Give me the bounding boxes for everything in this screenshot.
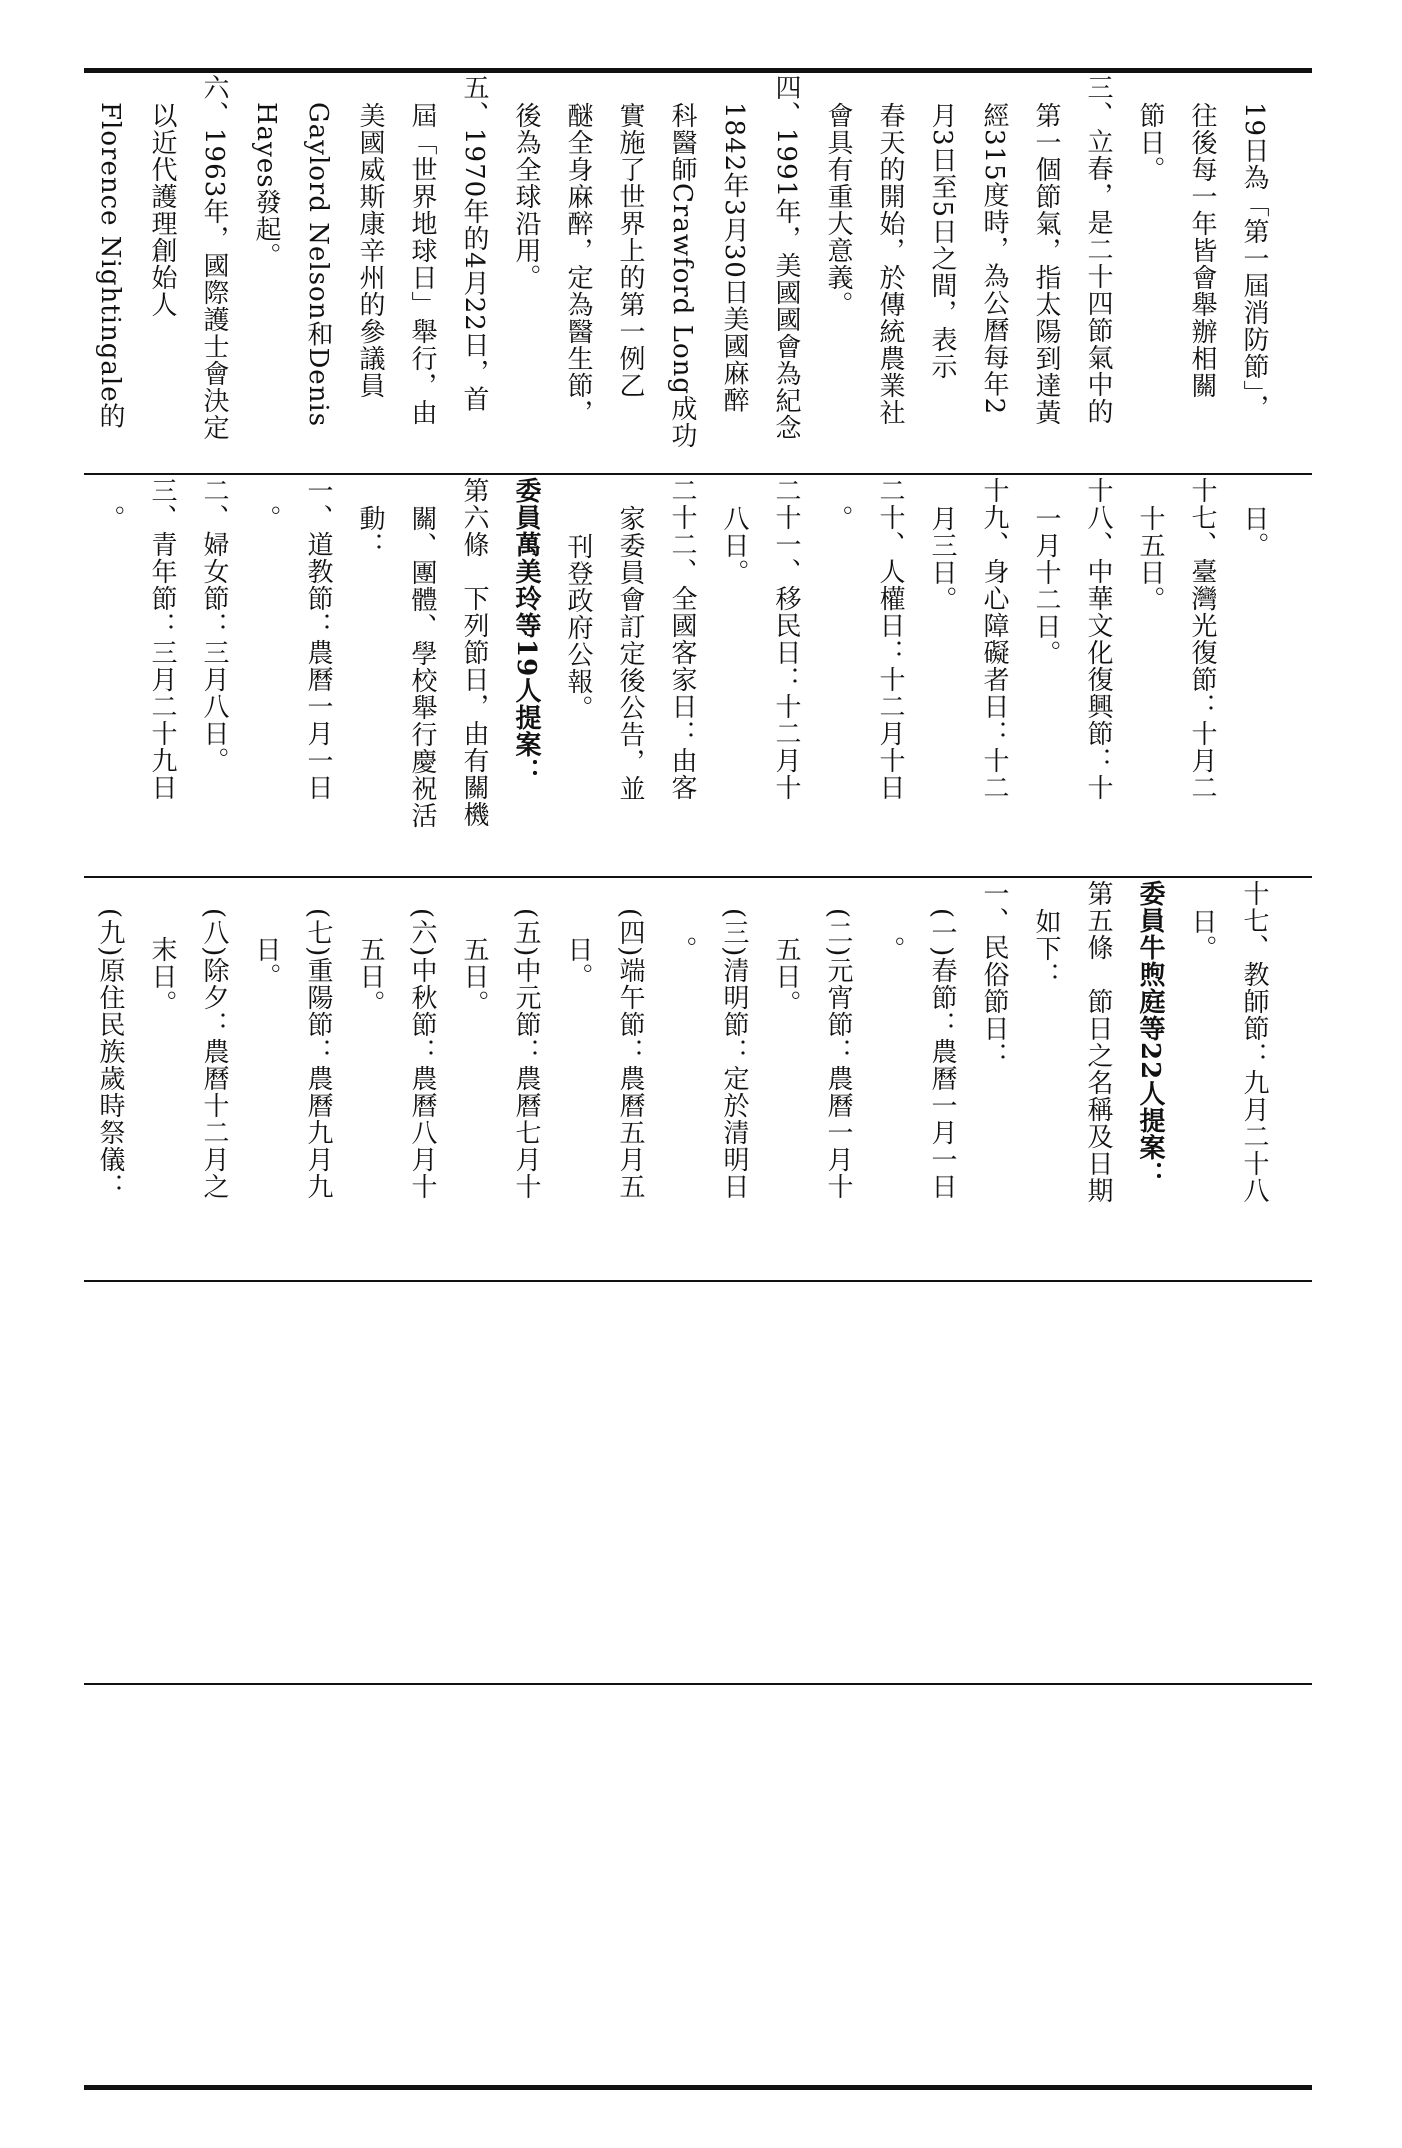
text-line: 十五日。: [1135, 505, 1165, 613]
text-line: 二十一、移民日：十二月十: [771, 477, 801, 801]
text-line: 四、1991年，美國國會為紀念: [771, 74, 801, 442]
text-line: (二)元宵節：農曆一月十: [823, 908, 853, 1201]
text-line: 五、1970年的4月22日，首: [459, 74, 489, 413]
text-line: 關、團體、學校舉行慶祝活: [407, 505, 437, 829]
text-line: 二十、人權日：十二月十日: [875, 477, 905, 801]
text-line: 日。: [251, 936, 281, 990]
text-line: 。: [875, 936, 905, 963]
text-block-empty-2: [84, 1687, 1312, 2083]
text-line: (九)原住民族歲時祭儀：: [95, 908, 125, 1201]
text-line: 往後每一年皆會舉辦相關: [1187, 102, 1217, 399]
text-line: (八)除夕：農曆十二月之: [199, 908, 229, 1201]
text-line: 動：: [355, 505, 385, 559]
text-line: 三、立春，是二十四節氣中的: [1083, 74, 1113, 425]
text-line: 八日。: [719, 505, 749, 586]
text-line: 日。: [563, 936, 593, 990]
text-line: (四)端午節：農曆五月五: [615, 908, 645, 1201]
text-line: 月3日至5日之間，表示: [927, 102, 957, 381]
text-line: 。: [823, 505, 853, 532]
top-rule: [84, 68, 1312, 73]
text-line: 二、婦女節：三月八日。: [199, 477, 229, 774]
text-line: 十八、中華文化復興節：十: [1083, 477, 1113, 801]
text-line: 十九、身心障礙者日：十二: [979, 477, 1009, 801]
text-line: 日。: [1187, 908, 1217, 962]
text-block-left: [84, 880, 1312, 1278]
text-line: 第六條 下列節日，由有關機: [459, 477, 489, 828]
text-line: 。: [667, 936, 697, 963]
text-line: 後為全球沿用。: [511, 102, 541, 291]
text-line: (五)中元節：農曆七月十: [511, 908, 541, 1201]
text-line: 委員萬美玲等19人提案：: [511, 477, 541, 786]
text-line: 第一個節氣，指太陽到達黃: [1031, 102, 1061, 426]
text-line: 實施了世界上的第一例乙: [615, 102, 645, 399]
text-block-right: [84, 74, 1312, 472]
text-line: 月三日。: [927, 505, 957, 613]
text-line: 1842年3月30日美國麻醉: [719, 102, 749, 414]
text-line: 春天的開始，於傳統農業社: [875, 102, 905, 426]
text-line: (七)重陽節：農曆九月九: [303, 908, 333, 1201]
text-line: 二十二、全國客家日：由客: [667, 477, 697, 801]
text-line: 19日為「第一屆消防節」，: [1239, 102, 1269, 422]
text-line: 屆「世界地球日」舉行，由: [407, 102, 437, 426]
row-divider-3: [84, 1280, 1312, 1282]
text-line: 科醫師Crawford Long成功: [667, 102, 697, 449]
text-line: 如下：: [1031, 908, 1061, 989]
text-line: 一月十二日。: [1031, 505, 1061, 667]
row-divider-4: [84, 1683, 1312, 1685]
text-line: (一)春節：農曆一月一日: [927, 908, 957, 1201]
text-line: 日。: [1239, 505, 1269, 559]
text-line: Hayes發起。: [251, 102, 281, 270]
text-line: 以近代護理創始人: [147, 102, 177, 318]
text-line: 第五條 節日之名稱及日期: [1083, 880, 1113, 1204]
text-line: 。: [95, 505, 125, 532]
text-line: (六)中秋節：農曆八月十: [407, 908, 437, 1201]
text-line: 五日。: [355, 936, 385, 1017]
text-line: 末日。: [147, 936, 177, 1017]
text-line: 十七、臺灣光復節：十月二: [1187, 477, 1217, 801]
text-line: 美國威斯康辛州的參議員: [355, 102, 385, 399]
text-line: 家委員會訂定後公告，並: [615, 505, 645, 802]
text-line: 。: [251, 505, 281, 532]
text-line: 五日。: [771, 936, 801, 1017]
text-line: 會具有重大意義。: [823, 102, 853, 318]
row-divider-1: [84, 473, 1312, 475]
row-divider-2: [84, 876, 1312, 878]
text-block-empty-1: [84, 1284, 1312, 1682]
text-line: 五日。: [459, 936, 489, 1017]
text-line: Florence Nightingale的: [95, 102, 125, 430]
text-line: 刊登政府公報。: [563, 533, 593, 722]
text-line: Gaylord Nelson和Denis: [303, 102, 333, 428]
text-line: 一、民俗節日：: [979, 880, 1009, 1069]
text-line: 節日。: [1135, 102, 1165, 183]
text-line: 一、道教節：農曆一月一日: [303, 477, 333, 801]
text-line: 六、1963年，國際護士會決定: [199, 74, 229, 442]
text-line: 三、青年節：三月二十九日: [147, 477, 177, 801]
text-line: (三)清明節：定於清明日: [719, 908, 749, 1201]
text-line: 經315度時，為公曆每年2: [979, 102, 1009, 416]
text-line: 醚全身麻醉，定為醫生節，: [563, 102, 593, 426]
bottom-rule: [84, 2085, 1312, 2090]
text-line: 委員牛煦庭等22人提案：: [1135, 880, 1165, 1189]
text-block-middle: [84, 477, 1312, 875]
text-line: 十七、教師節：九月二十八: [1239, 880, 1269, 1204]
